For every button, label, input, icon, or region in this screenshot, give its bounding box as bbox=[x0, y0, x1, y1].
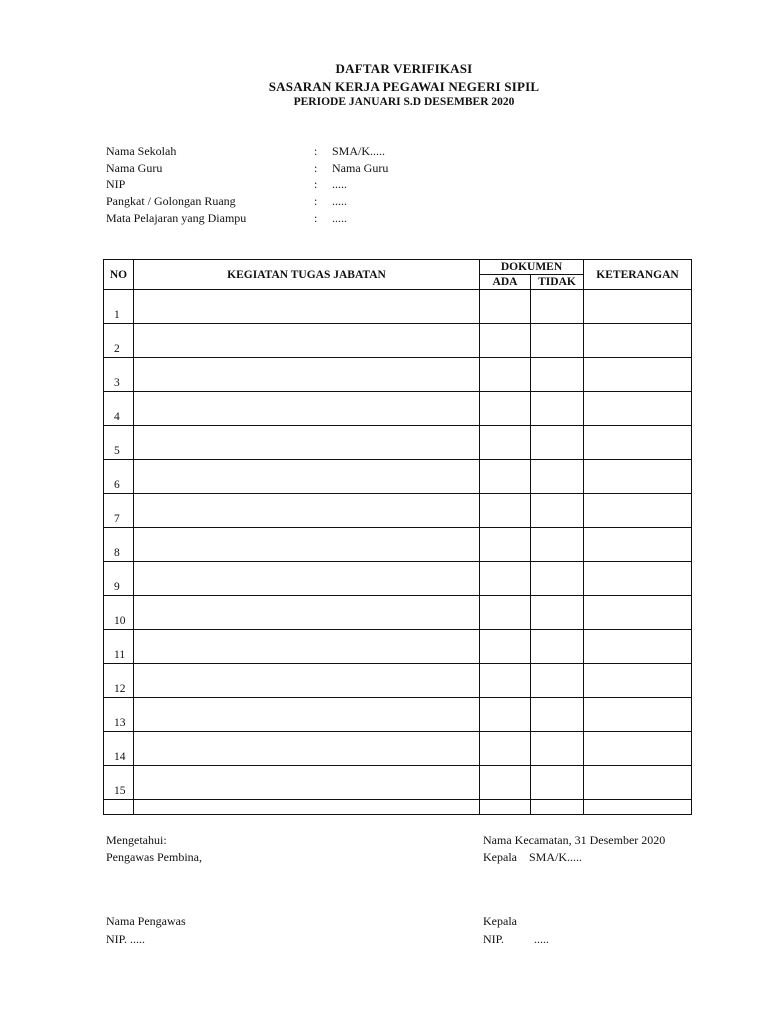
activity-cell bbox=[134, 528, 480, 562]
activity-cell bbox=[134, 290, 480, 324]
activity-cell bbox=[134, 358, 480, 392]
info-value: ..... bbox=[332, 211, 347, 225]
activity-cell bbox=[134, 392, 480, 426]
ada-cell bbox=[480, 562, 531, 596]
info-label: Mata Pelajaran yang Diampu bbox=[106, 211, 247, 225]
tidak-cell bbox=[531, 698, 584, 732]
ada-cell bbox=[480, 392, 531, 426]
table-header-row bbox=[104, 260, 692, 275]
tidak-cell bbox=[531, 358, 584, 392]
tidak-cell bbox=[531, 426, 584, 460]
remarks-cell bbox=[584, 324, 692, 358]
table-row bbox=[104, 460, 692, 494]
row-number: 12 bbox=[104, 664, 134, 698]
remarks-cell bbox=[584, 460, 692, 494]
info-label: Nama Guru bbox=[106, 161, 163, 175]
empty-cell bbox=[480, 800, 531, 815]
row-number: 15 bbox=[104, 766, 134, 800]
ada-cell bbox=[480, 766, 531, 800]
document-subtitle: SASARAN KERJA PEGAWAI NEGERI SIPIL bbox=[268, 79, 540, 94]
remarks-cell bbox=[584, 392, 692, 426]
header-document: DOKUMEN bbox=[480, 260, 584, 275]
row-number: 4 bbox=[104, 392, 134, 426]
table-row-empty bbox=[104, 800, 692, 815]
remarks-cell bbox=[584, 732, 692, 766]
info-label: Pangkat / Golongan Ruang bbox=[106, 194, 236, 208]
tidak-cell bbox=[531, 324, 584, 358]
empty-cell bbox=[104, 800, 134, 815]
activity-cell bbox=[134, 732, 480, 766]
info-colon: : bbox=[314, 144, 318, 158]
info-colon: : bbox=[314, 211, 318, 225]
activity-cell bbox=[134, 426, 480, 460]
info-label: Nama Sekolah bbox=[106, 144, 177, 158]
tidak-cell bbox=[531, 494, 584, 528]
row-number: 10 bbox=[104, 596, 134, 630]
remarks-cell bbox=[584, 358, 692, 392]
remarks-cell bbox=[584, 630, 692, 664]
ada-cell bbox=[480, 664, 531, 698]
tidak-cell bbox=[531, 732, 584, 766]
row-number: 6 bbox=[104, 460, 134, 494]
table-row bbox=[104, 630, 692, 664]
ada-cell bbox=[480, 732, 531, 766]
info-colon: : bbox=[314, 161, 318, 175]
row-number: 11 bbox=[104, 630, 134, 664]
supervisor-title: Pengawas Pembina, bbox=[106, 850, 202, 864]
remarks-cell bbox=[584, 494, 692, 528]
tidak-cell bbox=[531, 392, 584, 426]
table-row bbox=[104, 392, 692, 426]
table-row bbox=[104, 732, 692, 766]
info-value: ..... bbox=[332, 194, 347, 208]
principal-name: Kepala bbox=[483, 914, 517, 928]
remarks-cell bbox=[584, 766, 692, 800]
table-row bbox=[104, 698, 692, 732]
remarks-cell bbox=[584, 562, 692, 596]
remarks-cell bbox=[584, 426, 692, 460]
table-row bbox=[104, 562, 692, 596]
activity-cell bbox=[134, 460, 480, 494]
empty-cell bbox=[531, 800, 584, 815]
row-number: 7 bbox=[104, 494, 134, 528]
remarks-cell bbox=[584, 290, 692, 324]
place-date: Nama Kecamatan, 31 Desember 2020 bbox=[483, 833, 666, 847]
empty-cell bbox=[134, 800, 480, 815]
ada-cell bbox=[480, 460, 531, 494]
acknowledged-label: Mengetahui: bbox=[106, 833, 167, 847]
ada-cell bbox=[480, 324, 531, 358]
table-row bbox=[104, 664, 692, 698]
tidak-cell bbox=[531, 630, 584, 664]
activity-cell bbox=[134, 494, 480, 528]
remarks-cell bbox=[584, 664, 692, 698]
ada-cell bbox=[480, 426, 531, 460]
info-value: SMA/K..... bbox=[332, 144, 386, 158]
info-colon: : bbox=[314, 194, 318, 208]
row-number: 8 bbox=[104, 528, 134, 562]
document-title: DAFTAR VERIFIKASI bbox=[335, 61, 473, 76]
row-number: 2 bbox=[104, 324, 134, 358]
empty-cell bbox=[584, 800, 692, 815]
tidak-cell bbox=[531, 664, 584, 698]
table-row bbox=[104, 596, 692, 630]
activity-cell bbox=[134, 630, 480, 664]
info-value: ..... bbox=[332, 177, 347, 191]
remarks-cell bbox=[584, 596, 692, 630]
row-number: 13 bbox=[104, 698, 134, 732]
tidak-cell bbox=[531, 562, 584, 596]
supervisor-nip: NIP. ..... bbox=[106, 932, 146, 946]
table-body bbox=[104, 290, 692, 815]
verification-table bbox=[103, 259, 692, 815]
info-colon: : bbox=[314, 177, 318, 191]
header-ada: ADA bbox=[480, 275, 531, 290]
table-row bbox=[104, 426, 692, 460]
table-row bbox=[104, 528, 692, 562]
activity-cell bbox=[134, 698, 480, 732]
activity-cell bbox=[134, 596, 480, 630]
ada-cell bbox=[480, 630, 531, 664]
supervisor-name: Nama Pengawas bbox=[106, 914, 186, 928]
tidak-cell bbox=[531, 766, 584, 800]
tidak-cell bbox=[531, 460, 584, 494]
ada-cell bbox=[480, 494, 531, 528]
activity-cell bbox=[134, 562, 480, 596]
header-remarks: KETERANGAN bbox=[584, 260, 692, 290]
ada-cell bbox=[480, 596, 531, 630]
principal-nip: NIP. ..... bbox=[483, 932, 550, 946]
row-number: 3 bbox=[104, 358, 134, 392]
principal-title: Kepala SMA/K..... bbox=[483, 850, 582, 864]
row-number: 1 bbox=[104, 290, 134, 324]
tidak-cell bbox=[531, 596, 584, 630]
row-number: 14 bbox=[104, 732, 134, 766]
row-number: 9 bbox=[104, 562, 134, 596]
tidak-cell bbox=[531, 290, 584, 324]
remarks-cell bbox=[584, 528, 692, 562]
activity-cell bbox=[134, 664, 480, 698]
table-row bbox=[104, 766, 692, 800]
info-label: NIP bbox=[106, 177, 126, 191]
ada-cell bbox=[480, 528, 531, 562]
header-tidak: TIDAK bbox=[531, 275, 584, 290]
table-row bbox=[104, 290, 692, 324]
activity-cell bbox=[134, 766, 480, 800]
info-value: Nama Guru bbox=[332, 161, 389, 175]
ada-cell bbox=[480, 698, 531, 732]
table-row bbox=[104, 358, 692, 392]
ada-cell bbox=[480, 358, 531, 392]
row-number: 5 bbox=[104, 426, 134, 460]
header-activity: KEGIATAN TUGAS JABATAN bbox=[134, 260, 480, 290]
activity-cell bbox=[134, 324, 480, 358]
table-row bbox=[104, 494, 692, 528]
document-period: PERIODE JANUARI S.D DESEMBER 2020 bbox=[293, 96, 515, 108]
table-row bbox=[104, 324, 692, 358]
header-no: NO bbox=[104, 260, 134, 290]
remarks-cell bbox=[584, 698, 692, 732]
ada-cell bbox=[480, 290, 531, 324]
tidak-cell bbox=[531, 528, 584, 562]
